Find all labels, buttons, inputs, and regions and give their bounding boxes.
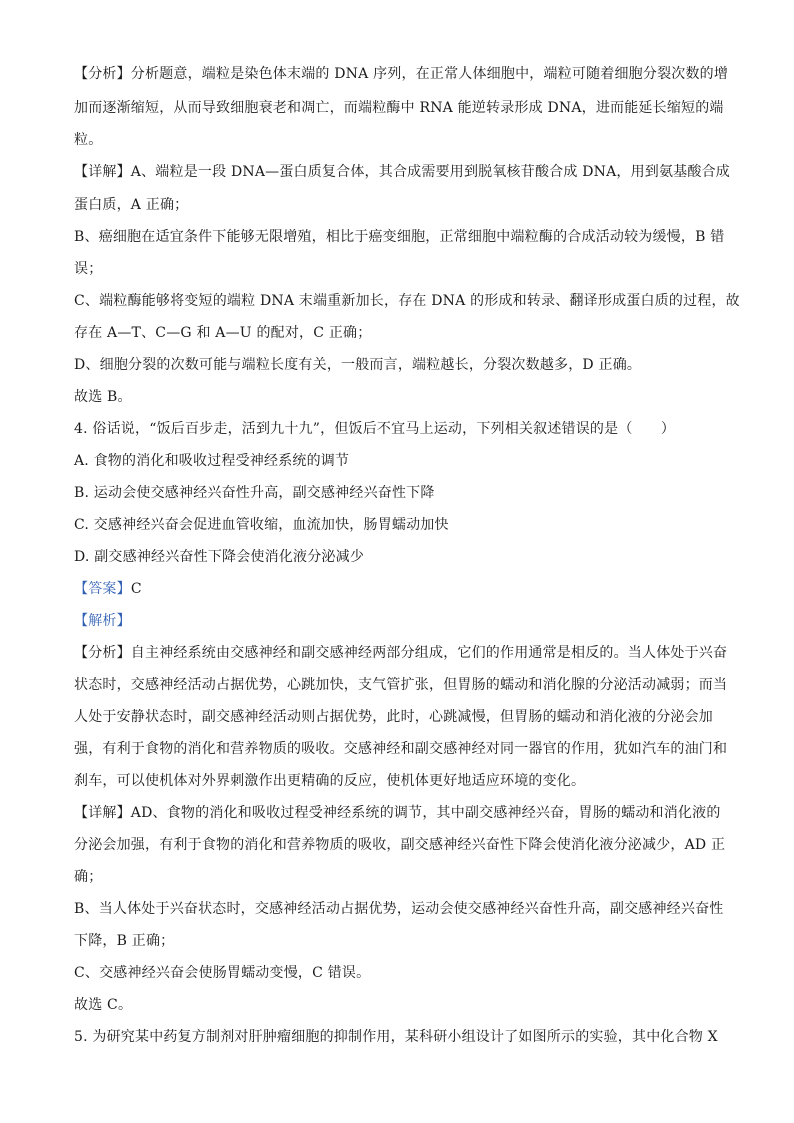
answer-label: 【答案】 — [74, 581, 131, 597]
analysis-line-2: 加而逐渐缩短，从而导致细胞衰老和凋亡，而端粒酶中 RNA 能逆转录形成 DNA，进而能延长缩短的端 — [74, 100, 724, 116]
q4-detail-line-6: C、交感神经兴奋会使肠胃蠕动变慢，C 错误。 — [74, 965, 371, 981]
q4-jiexi-label: 【解析】 — [74, 613, 131, 629]
q4-detail-line-5: 下降，B 正确； — [74, 933, 175, 949]
q4-analysis-line-1: 【分析】自主神经系统由交感神经和副交感神经两部分组成，它们的作用通常是相反的。当人体处于兴奋 — [74, 645, 728, 661]
q4-detail-line-4: B、当人体处于兴奋状态时，交感神经活动占据优势，运动会使交感神经兴奋性升高，副交感神经兴奋性 — [74, 901, 724, 917]
q4-analysis-line-4: 强，有利于食物的消化和营养物质的吸收。交感神经和副交感神经对同一器官的作用，犹如汽车的油门和 — [74, 741, 728, 757]
q5-stem: 5. 为研究某中药复方制剂对肝肿瘤细胞的抑制作用，某科研小组设计了如图所示的实验，其中化合物 X — [74, 1029, 718, 1045]
q4-analysis-line-3: 人处于安静状态时，副交感神经活动则占据优势，此时，心跳减慢，但胃肠的蠕动和消化液的分泌会加 — [74, 709, 713, 725]
q4-option-a: A. 食物的消化和吸收过程受神经系统的调节 — [74, 453, 350, 469]
q4-analysis-line-5: 刹车，可以使机体对外界刺激作出更精确的反应，使机体更好地适应环境的变化。 — [74, 773, 586, 789]
q4-detail-line-2: 分泌会加强，有利于食物的消化和营养物质的吸收，副交感神经兴奋性下降会使消化液分泌减少，AD 正 — [74, 837, 726, 853]
q4-conclusion-line: 故选 C。 — [74, 997, 133, 1013]
detail-line-5: C、端粒酶能够将变短的端粒 DNA 末端重新加长，存在 DNA 的形成和转录、翻译形成蛋白质的过程，故 — [74, 293, 740, 309]
q4-option-d: D. 副交感神经兴奋性下降会使消化液分泌减少 — [74, 549, 365, 565]
q4-stem: 4. 俗话说，“饭后百步走，活到九十九”，但饭后不宜马上运动，下列相关叙述错误的是（ ） — [74, 421, 676, 437]
q4-detail-line-1: 【详解】AD、食物的消化和吸收过程受神经系统的调节，其中副交感神经兴奋，胃肠的蠕动和消化液的 — [74, 805, 721, 821]
q4-option-c: C. 交感神经兴奋会促进血管收缩，血流加快，肠胃蠕动加快 — [74, 517, 449, 533]
detail-line-3: B、癌细胞在适宜条件下能够无限增殖，相比于癌变细胞，正常细胞中端粒酶的合成活动较为缓慢，B 错 — [74, 229, 725, 245]
q4-option-b: B. 运动会使交感神经兴奋性升高，副交感神经兴奋性下降 — [74, 485, 435, 501]
answer-value: C — [130, 581, 142, 597]
detail-line-6: 存在 A—T、C—G 和 A—U 的配对，C 正确； — [74, 325, 372, 341]
q4-analysis-line-2: 状态时，交感神经活动占据优势，心跳加快，支气管扩张，但胃肠的蠕动和消化腺的分泌活动减弱；而当 — [74, 677, 728, 693]
q4-answer — [74, 579, 724, 599]
analysis-line-1: 【分析】分析题意，端粒是染色体末端的 DNA 序列，在正常人体细胞中，端粒可随着细胞分裂次数的增 — [74, 66, 729, 82]
conclusion-line: 故选 B。 — [74, 389, 132, 405]
detail-line-4: 误； — [74, 261, 103, 277]
detail-line-7: D、细胞分裂的次数可能与端粒长度有关，一般而言，端粒越长，分裂次数越多，D 正确。 — [74, 357, 642, 373]
detail-line-1: 【详解】A、端粒是一段 DNA—蛋白质复合体，其合成需要用到脱氧核苷酸合成 DNA，用到氨基酸合成 — [74, 164, 730, 180]
analysis-line-3: 粒。 — [74, 132, 103, 148]
q4-detail-line-3: 确； — [74, 869, 103, 885]
detail-line-2: 蛋白质，A 正确； — [74, 197, 189, 213]
